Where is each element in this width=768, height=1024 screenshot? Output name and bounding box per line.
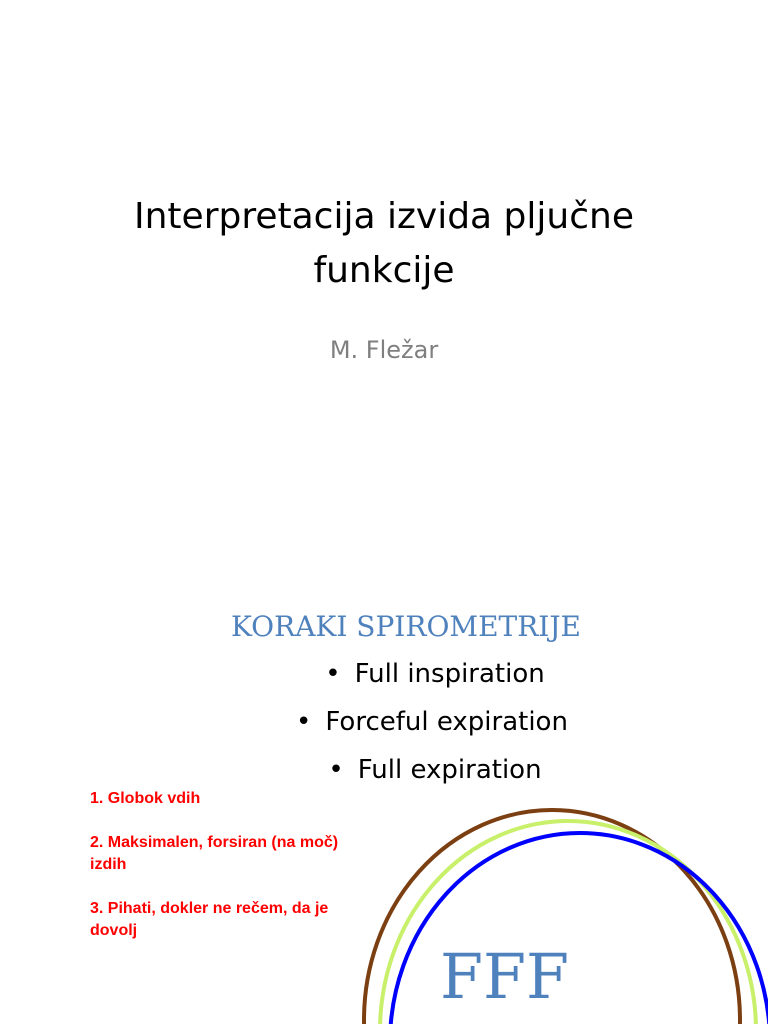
bullet-item — [0, 654, 768, 702]
slide-title-line-1: Interpretacija izvida pljučne — [134, 196, 634, 237]
bullet-text: Full inspiration — [354, 659, 545, 689]
slide-title — [80, 190, 688, 298]
slide-heading: KORAKI SPIROMETRIJE — [230, 610, 581, 643]
circle-label-fff: FFF — [440, 940, 570, 1013]
slide-title-line-2: funkcije — [313, 250, 455, 291]
bullet-item — [0, 702, 768, 750]
bullet-text: Forceful expiration — [325, 707, 568, 737]
step-item: 2. Maksimalen, forsiran (na moč) izdih — [90, 834, 339, 873]
step-item: 3. Pihati, dokler ne rečem, da je dovolj — [90, 900, 329, 939]
step-item: 1. Globok vdih — [90, 790, 201, 807]
bullet-glyph: • — [296, 707, 312, 737]
steps-list — [90, 788, 360, 964]
bullet-list — [0, 654, 768, 798]
slide-subtitle-author: M. Fležar — [329, 336, 439, 364]
bullet-text: Full expiration — [357, 755, 542, 785]
spirometry-steps-slide — [0, 580, 768, 1024]
bullet-glyph: • — [325, 659, 341, 689]
bullet-glyph: • — [328, 755, 344, 785]
